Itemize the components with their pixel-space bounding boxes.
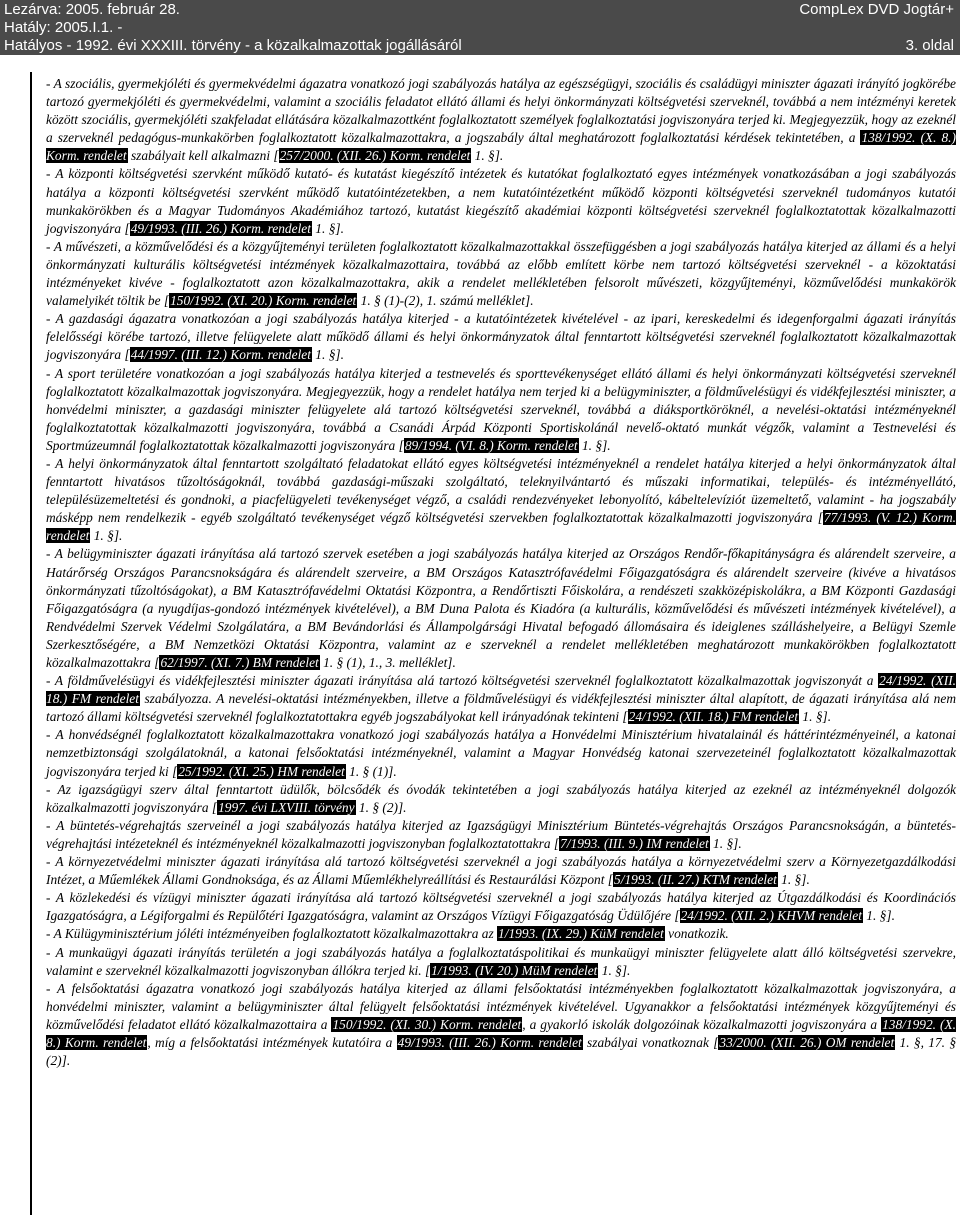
body-paragraph	[46, 853, 956, 889]
body-paragraph	[46, 672, 956, 726]
paragraph-text: - A belügyminiszter ágazati irányítása alá tartozó szervek esetében a jogi szabályozás hatálya kiterjed az Országos Rendőr-főkapitányságra és alárendelt szerveire, a Határőrség Országos Parancsnokságára és alárendelt szerveire, a BM Országos Katasztrófavédelmi Főigazgatóságra és alárendelt szerveire (kivéve a hivatásos önkormányzati tűzoltóságokat), a BM Katasztrófavédelmi Oktatási Központra, a Rendőrtiszti Főiskolára, a rendészeti szakközépiskolákra, a BM Központi Gazdasági Főigazgatóságra (a nyugdíjas-gondozó intézmények kivételével), a BM Duna Palota és Kiadóra (a kulturális, közművelődési és művészeti intézmények kivételével), a Rendvédelmi Szervek Védelmi Szolgálatára, a BM Bevándorlási és Állampolgársági Hivatal befogadó állomásaira és ideiglenes szálláshelyeire, a Belügyi Szemle Szerkesztőségére, a BM Nemzetközi Oktatási Központra, valamint az e szerveknél a rendelet mellékletében meghatározott munkakörökben foglalkoztatott közalkalmazottakra [	[46, 546, 956, 670]
body-paragraph	[46, 726, 956, 780]
paragraph-text: szabályozza. A nevelési-oktatási intézményekben, illetve a földművelésügyi és vidékfejlesztési miniszter által alapított, de ágazati irányítása alá nem tartozó állami költségvetési szerveknél foglalkoztatottakra egyéb jogszabályokat kell irányadónak tekinteni [	[46, 691, 956, 725]
body-paragraph	[46, 165, 956, 237]
legal-reference-link[interactable]: 138/1992. (X. 8.) Korm. rendelet	[46, 1016, 956, 1050]
paragraph-text: 1. §].	[709, 835, 742, 851]
legal-reference-link[interactable]: 44/1997. (III. 12.) Korm. rendelet	[130, 347, 311, 363]
paragraph-text: 1. § (1)].	[345, 763, 397, 779]
body-paragraph	[46, 545, 956, 672]
body-paragraph	[46, 238, 956, 310]
paragraph-text: 1. §].	[862, 908, 895, 924]
paragraph-text: 1. § (2)].	[355, 799, 407, 815]
legal-reference-link[interactable]: 7/1993. (III. 9.) IM rendelet	[560, 835, 709, 851]
legal-reference-link[interactable]: 24/1992. (XII. 18.) FM rendelet	[628, 709, 799, 725]
body-paragraph	[46, 781, 956, 817]
body-paragraph	[46, 817, 956, 853]
legal-reference-link[interactable]: 1/1993. (IX. 29.) KüM rendelet	[498, 926, 664, 942]
margin-rule	[30, 72, 32, 1215]
document-header-line-2	[0, 19, 960, 36]
paragraph-text: - Az igazságügyi szerv által fenntartott üdülők, bölcsődék és óvodák tekintetében a jogi szabályozás hatálya kiterjed az ezeknél az intézményeknél dolgozók közalkalmazotti jogviszonyára [	[46, 781, 956, 815]
legal-reference-link[interactable]: 62/1997. (XI. 7.) BM rendelet	[160, 655, 319, 670]
legal-reference-link[interactable]: 150/1992. (XI. 20.) Korm. rendelet	[170, 293, 357, 309]
body-paragraph	[46, 980, 956, 1070]
paragraph-text: 1. §].	[471, 148, 504, 164]
legal-reference-link[interactable]: 150/1992. (XI. 30.) Korm. rendelet	[332, 1016, 522, 1032]
body-paragraph	[46, 889, 956, 925]
document-body	[46, 75, 956, 1070]
paragraph-text: , a gyakorló iskolák dolgozóinak közalkalmazotti jogviszonyára a	[522, 1016, 882, 1032]
legal-reference-link[interactable]: 24/1992. (XII. 18.) FM rendelet	[46, 673, 956, 707]
legal-reference-link[interactable]: 49/1993. (III. 26.) Korm. rendelet	[130, 220, 311, 236]
validity-date-label: Hatály: 2005.I.1. -	[4, 19, 123, 36]
page-number-label: 3. oldal	[905, 37, 954, 54]
paragraph-text: szabályait kell alkalmazni [	[127, 148, 279, 164]
paragraph-text: - A környezetvédelmi miniszter ágazati irányítása alá tartozó költségvetési szerveknél a jogi szabályozás hatálya a környezetvédelmi szerv a Környezetgazdálkodási Intézet, a Műemlékek Állami Gondnoksága, és az Állami Műemlékhelyreállítási és Restaurálási Központ [	[46, 854, 956, 888]
paragraph-text: 1. § (1)-(2), 1. számú melléklet].	[357, 293, 534, 309]
paragraph-text: - A helyi önkormányzatok által fenntartott szolgáltató feladatokat ellátó egyes költségvetési intézményeknél a rendelet hatálya kiterjed a helyi önkormányzatok által fenntartott hivatásos tűzoltóságoknál, továbbá gazdasági-műszaki szolgáltató, teleknyilvántartó és műszaki informatikai, település- és intézményellátó, településüzemeltetési és gondnoki, a piacfelügyeleti tevékenységet végző, a családi rendezvényeket lebonyolító, kábeltelevíziót üzemeltető, valamint - ha jogszabály másképp nem rendelkezik - egyéb szolgáltató tevékenységet végző költségvetési szervekben foglalkoztatottak közalkalmazotti jogviszonyára [	[46, 455, 956, 526]
paragraph-text: - A büntetés-végrehajtás szerveinél a jogi szabályozás hatálya kiterjed az Igazságügyi Minisztérium Büntetés-végrehajtás Országos Parancsnokságán, a büntetés-végrehajtási intézeteknél és intézményeknél közalkalmazotti jogviszonyban foglalkoztatottakra [	[46, 817, 956, 851]
body-paragraph	[46, 75, 956, 165]
paragraph-text: , míg a felsőoktatási intézmények kutatóira a	[147, 1034, 397, 1050]
legal-reference-link[interactable]: 49/1993. (III. 26.) Korm. rendelet	[397, 1034, 582, 1050]
body-paragraph	[46, 365, 956, 455]
legal-reference-link[interactable]: 24/1992. (XII. 2.) KHVM rendelet	[680, 908, 862, 924]
legal-reference-link[interactable]: 138/1992. (X. 8.) Korm. rendelet	[46, 130, 956, 164]
paragraph-text: vonatkozik.	[664, 926, 729, 942]
legal-reference-link[interactable]: 1997. évi LXVIII. törvény	[218, 799, 355, 815]
law-title-label: Hatályos - 1992. évi XXXIII. törvény - a közalkalmazottak jogállásáról	[4, 37, 462, 54]
paragraph-text: 1. §].	[311, 347, 344, 363]
paragraph-text: 1. §].	[311, 220, 344, 236]
paragraph-text: 1. § (1), 1., 3. melléklet].	[319, 655, 456, 670]
paragraph-text: 1. §].	[578, 437, 611, 453]
paragraph-text: 1. §].	[799, 709, 832, 725]
paragraph-text: 1. §, 17. § (2)].	[46, 1034, 957, 1069]
paragraph-text: 1. §].	[598, 962, 631, 978]
paragraph-text: - A honvédségnél foglalkoztatott közalkalmazottakra vonatkozó jogi szabályozás hatálya a Honvédelmi Minisztérium hivatalainál és háttérintézményeinél, a katonai nemzetbiztonsági szolgálatoknál, a katonai felsőoktatási intézményeknél, valamint a Magyar Honvédség katonai szervezeteinél foglalkoztatott közalkalmazottak jogviszonyára terjed ki [	[46, 727, 956, 779]
body-paragraph	[46, 925, 956, 943]
closing-date-label: Lezárva: 2005. február 28.	[4, 1, 180, 18]
paragraph-text: - A Külügyminisztérium jóléti intézményeiben foglalkoztatott közalkalmazottakra az	[46, 926, 498, 942]
paragraph-text: - A felsőoktatási ágazatra vonatkozó jogi szabályozás hatálya kiterjed az állami felsőoktatási intézményekben foglalkoztatott közalkalmazottak jogviszonyára, a honvédelmi miniszter, valamint a belügyminiszter által felügyelt felsőoktatási intézmények kivételével. Ugyanakkor a felsőoktatási intézmények közgyűjteményi és közművelődési feladatot ellátó közalkalmazottaira a	[46, 980, 956, 1032]
paragraph-text: - A sport területére vonatkozóan a jogi szabályozás hatálya kiterjed a testnevelés és sporttevékenységet ellátó állami és helyi önkormányzati költségvetési szerveknél foglalkoztatott közalkalmazottak jogviszonyára. Megjegyezzük, hogy a rendelet hatálya nem terjed ki a belügyminiszter, a földművelésügyi és vidékfejlesztési miniszter, a honvédelmi miniszter, a gazdasági miniszter felügyelete alá tartozó költségvetési szerveknél, továbbá a diáksportköröknél, a nevelési-oktatási intézményeknél foglalkoztatottak közalkalmazotti jogviszonyára, továbbá a Csanádi Árpád Központi Sportiskolánál nevelő-oktató munkát végzők, valamint a Testnevelési és Sportmúzeumnál foglalkoztatottak közalkalmazotti jogviszonyára [	[46, 365, 956, 453]
document-header-line-3	[0, 36, 960, 55]
body-paragraph	[46, 455, 956, 545]
body-paragraph	[46, 944, 956, 980]
legal-reference-link[interactable]: 257/2000. (XII. 26.) Korm. rendelet	[279, 148, 471, 164]
paragraph-text: - A földművelésügyi és vidékfejlesztési miniszter ágazati irányítása alá tartozó költségvetési szerveknél foglalkoztatott közalkalmazottak jogviszonyát a	[46, 673, 879, 689]
paragraph-text: - A munkaügyi ágazati irányítás területén a jogi szabályozás hatálya a foglalkoztatáspolitikai és munkaügyi miniszter felügyelete alatt álló költségvetési szervekre, valamint e szerveknél közalkalmazotti jogviszonyban állókra terjed ki. [	[46, 944, 956, 978]
paragraph-text: - A szociális, gyermekjóléti és gyermekvédelmi ágazatra vonatkozó jogi szabályozás hatálya az egészségügyi, szociális és családügyi miniszter ágazati irányító jogkörébe tartozó gyermekjóléti és gyermekvédelmi, valamint a szociális feladatot ellátó állami és helyi önkormányzati költségvetési szerveknél, továbbá a nem intézményi keretek között szociális, gyermekjóléti szakfeladat ellátására közalkalmazottként foglalkoztatott személyek foglalkoztatási jogviszonyára terjed ki. Megjegyezzük, hogy az ezeknél a szerveknél pedagógus-munkakörben foglalkoztatott közalkalmazottakra, a jogszabály által meghatározott foglalkoztatási kérdések tekintetében, a	[46, 76, 956, 146]
legal-reference-link[interactable]: 77/1993. (V. 12.) Korm. rendelet	[46, 510, 956, 544]
paragraph-text: - A központi költségvetési szervként működő kutató- és kutatást kiegészítő intézetek és kutatókat foglalkoztató egyes intézmények vonatkozásában a jogi szabályozás hatálya a központi költségvetési szervként működő kutatóintézetekben, a nem kutatóintézetként működő központi költségvetési szerveknél tudományos kutatói munkakörökben és a Magyar Tudományos Akadémiához tartozó, kutatást kiegészítő akadémiai központi költségvetési szerveknél foglalkoztatottak közalkalmazotti jogviszonyára [	[46, 166, 956, 236]
paragraph-text: 1. §].	[777, 872, 810, 888]
paragraph-text: - A művészeti, a közművelődési és a közgyűjteményi területen foglalkoztatott közalkalmazottakkal összefüggésben a jogi szabályozás hatálya kiterjed az állami és a helyi önkormányzati kulturális költségvetési intézmények közalkalmazottaira, továbbá az előbb említett körbe nem tartozó költségvetési szerveknél - a közoktatási intézményeket kivéve - foglalkoztatott azon közalkalmazottakra, akik a rendelet mellékletében felsorolt művészeti, közgyűjteményi, közművelődési munkakörök valamelyikét töltik be [	[46, 238, 956, 309]
legal-reference-link[interactable]: 5/1993. (II. 27.) KTM rendelet	[614, 872, 777, 888]
product-name-label: CompLex DVD Jogtár+	[799, 1, 954, 18]
body-paragraph	[46, 310, 956, 364]
legal-reference-link[interactable]: 33/2000. (XII. 26.) OM rendelet	[719, 1034, 895, 1050]
legal-reference-link[interactable]: 25/1992. (XI. 25.) HM rendelet	[178, 763, 345, 779]
document-header-line-1	[0, 0, 960, 19]
paragraph-text: 1. §].	[90, 528, 123, 544]
paragraph-text: - A közlekedési és vízügyi miniszter ágazati irányítása alá tartozó költségvetési szerveknél a jogi szabályozás hatálya kiterjed az Útgazdálkodási és Koordinációs Igazgatóságra, a Légiforgalmi és Repülőtéri Igazgatóságra, valamint az Országos Vízügyi Főigazgatóság Üdülőjére [	[46, 890, 956, 924]
legal-reference-link[interactable]: 89/1994. (VI. 8.) Korm. rendelet	[404, 437, 578, 453]
legal-reference-link[interactable]: 1/1993. (IV. 20.) MüM rendelet	[431, 962, 598, 978]
paragraph-text: - A gazdasági ágazatra vonatkozóan a jogi szabályozás hatálya kiterjed - a kutatóintézetek kivételével - az ipari, kereskedelmi és idegenforgalmi ágazati irányítás felelősségi körébe tartozó, illetve felügyelete alatt működő állami és helyi önkormányzatok által fenntartott költségvetési szerveknél foglalkoztatott közalkalmazottak jogviszonyára [	[46, 311, 956, 363]
paragraph-text: szabályai vonatkoznak [	[582, 1034, 719, 1050]
